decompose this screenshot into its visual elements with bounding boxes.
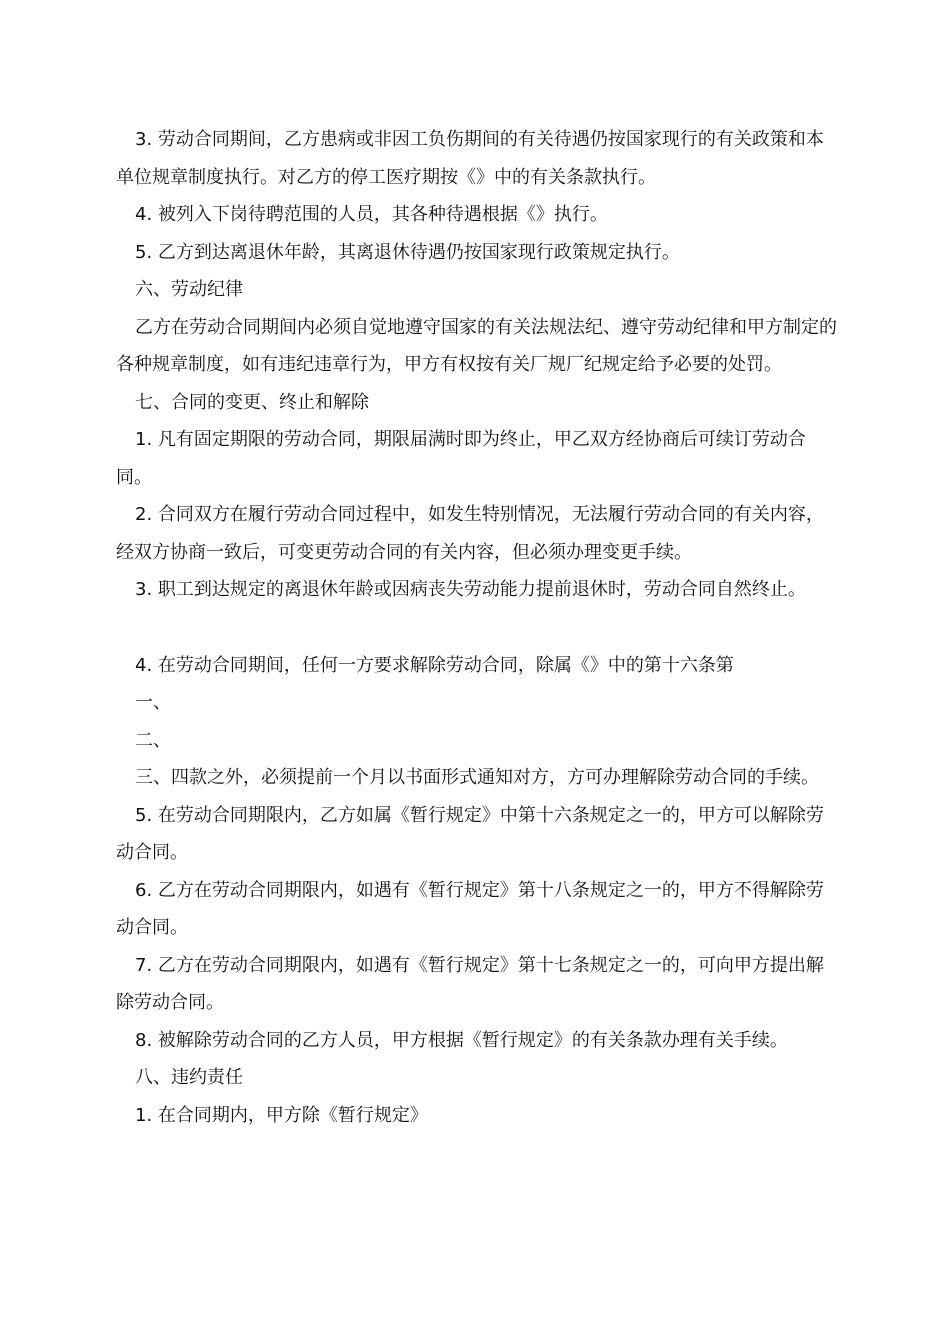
paragraph-list-one: 一、 [135, 692, 171, 713]
section-heading-change-termination: 七、合同的变更、终止和解除 [135, 391, 369, 413]
paragraph-clause-2: 2. 合同双方在履行劳动合同过程中，如发生特别情况，无法履行劳动合同的有关内容，经双方协商一致后，可变更劳动合同的有关内容，但必须办理变更手续。 [116, 504, 824, 563]
paragraph-clause-8: 8. 被解除劳动合同的乙方人员，甲方根据《暂行规定》的有关条款办理有关手续。 [135, 1029, 788, 1051]
paragraph-list-three-four: 三、四款之外，必须提前一个月以书面形式通知对方，方可办理解除劳动合同的手续。 [135, 767, 819, 788]
paragraph-clause-3: 3. 职工到达规定的离退休年龄或因病丧失劳动能力提前退休时，劳动合同自然终止。 [135, 579, 806, 600]
paragraph-clause-6: 6. 乙方在劳动合同期限内，如遇有《暂行规定》第十八条规定之一的，甲方不得解除劳动合同。 [116, 879, 824, 938]
section-heading-liability: 八、违约责任 [135, 1067, 243, 1088]
paragraph-list-two: 二、 [135, 729, 171, 751]
paragraph-clause-5: 5. 在劳动合同期限内，乙方如属《暂行规定》中第十六条规定之一的，甲方可以解除劳动合同。 [116, 804, 824, 863]
paragraph-liability-1: 1. 在合同期内，甲方除《暂行规定》 [135, 1104, 428, 1126]
paragraph-item-3: 3. 劳动合同期间，乙方患病或非因工负伤期间的有关待遇仍按国家现行的有关政策和本单位规章制度执行。对乙方的停工医疗期按《》中的有关条款执行。 [116, 129, 824, 188]
paragraph-clause-4: 4. 在劳动合同期间，任何一方要求解除劳动合同，除属《》中的第十六条第 [135, 654, 734, 676]
paragraph-clause-7: 7. 乙方在劳动合同期限内，如遇有《暂行规定》第十七条规定之一的，可向甲方提出解除劳动合同。 [116, 954, 824, 1013]
paragraph-item-5: 5. 乙方到达离退休年龄，其离退休待遇仍按国家现行政策规定执行。 [135, 241, 680, 263]
paragraph-discipline: 乙方在劳动合同期间内必须自觉地遵守国家的有关法规法纪、遵守劳动纪律和甲方制定的各种规章制度，如有违纪违章行为，甲方有权按有关厂规厂纪规定给予必要的处罚。 [116, 316, 837, 375]
section-heading-discipline: 六、劳动纪律 [135, 279, 243, 300]
paragraph-item-4: 4. 被列入下岗待聘范围的人员，其各种待遇根据《》执行。 [135, 204, 608, 225]
paragraph-clause-1: 1. 凡有固定期限的劳动合同，期限届满时即为终止，甲乙双方经协商后可续订劳动合同。 [116, 429, 806, 488]
document-body [116, 121, 840, 1134]
